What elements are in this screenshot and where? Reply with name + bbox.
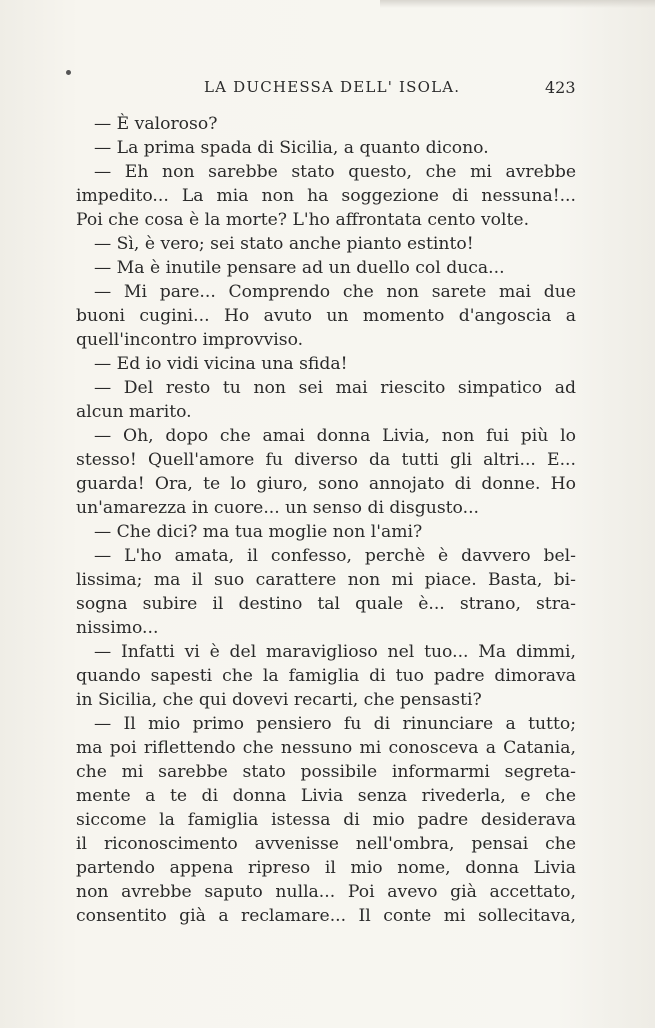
text-line: che mi sarebbe stato possibile informarmi segreta- xyxy=(76,762,576,782)
text-line: — Infatti vi è del maraviglioso nel tuo... Ma dimmi, xyxy=(94,642,576,662)
text-line: buoni cugini... Ho avuto un momento d'angoscia a xyxy=(76,306,576,326)
ink-speck xyxy=(66,70,71,75)
text-line: ma poi riflettendo che nessuno mi conosceva a Catania, xyxy=(76,738,576,758)
chapter-title: LA DUCHESSA DELL' ISOLA. xyxy=(204,78,461,96)
page-number: 423 xyxy=(545,78,576,97)
text-line: — Sì, è vero; sei stato anche pianto estinto! xyxy=(94,234,474,254)
text-line: alcun marito. xyxy=(76,402,192,422)
text-line: — Oh, dopo che amai donna Livia, non fui più lo xyxy=(94,426,576,446)
body-text xyxy=(76,112,576,928)
text-line: nissimo... xyxy=(76,618,159,638)
text-line: — La prima spada di Sicilia, a quanto dicono. xyxy=(94,138,489,158)
text-line: — L'ho amata, il confesso, perchè è davvero bel- xyxy=(94,546,576,566)
text-line: sogna subire il destino tal quale è... strano, stra- xyxy=(76,594,576,614)
text-line: — Il mio primo pensiero fu di rinunciare a tutto; xyxy=(94,714,576,734)
text-line: il riconoscimento avvenisse nell'ombra, pensai che xyxy=(76,834,576,854)
text-line: partendo appena ripreso il mio nome, donna Livia xyxy=(76,858,576,878)
text-line: lissima; ma il suo carattere non mi piace. Basta, bi- xyxy=(76,570,576,590)
text-line: — Che dici? ma tua moglie non l'ami? xyxy=(94,522,423,542)
text-line: stesso! Quell'amore fu diverso da tutti gli altri... E... xyxy=(76,450,576,470)
page-edge-shadow xyxy=(380,0,655,8)
text-line: — Eh non sarebbe stato questo, che mi avrebbe xyxy=(94,162,576,182)
text-line: non avrebbe saputo nulla... Poi avevo già accettato, xyxy=(76,882,576,902)
text-line: — Ed io vidi vicina una sfida! xyxy=(94,354,348,374)
running-header xyxy=(0,78,655,102)
text-line: — È valoroso? xyxy=(94,114,218,134)
text-line: mente a te di donna Livia senza rivederla, e che xyxy=(76,786,576,806)
text-line: consentito già a reclamare... Il conte mi sollecitava, xyxy=(76,906,576,926)
text-line: Poi che cosa è la morte? L'ho affrontata cento volte. xyxy=(76,210,530,230)
text-line: in Sicilia, che qui dovevi recarti, che pensasti? xyxy=(76,690,482,710)
text-line: un'amarezza in cuore... un senso di disgusto... xyxy=(76,498,479,518)
text-line: impedito... La mia non ha soggezione di nessuna!... xyxy=(76,186,576,206)
text-line: quando sapesti che la famiglia di tuo padre dimorava xyxy=(76,666,576,686)
text-line: — Del resto tu non sei mai riescito simpatico ad xyxy=(94,378,576,398)
text-line: — Mi pare... Comprendo che non sarete mai due xyxy=(94,282,576,302)
text-line: quell'incontro improvviso. xyxy=(76,330,304,350)
text-line: — Ma è inutile pensare ad un duello col duca... xyxy=(94,258,505,278)
text-line: siccome la famiglia istessa di mio padre desiderava xyxy=(76,810,576,830)
text-line: guarda! Ora, te lo giuro, sono annojato di donne. Ho xyxy=(76,474,576,494)
